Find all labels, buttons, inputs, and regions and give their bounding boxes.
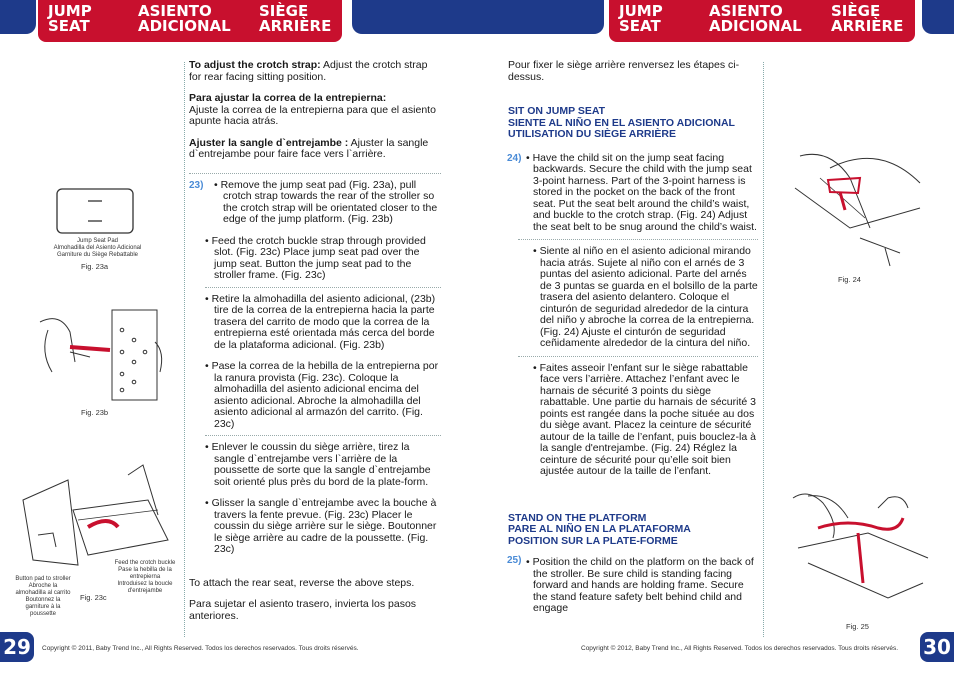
fig-25-illustration <box>788 488 928 618</box>
stand-title-es: PARE AL NIÑO EN LA PLATAFORMA <box>508 523 691 535</box>
fig-25-label: Fig. 25 <box>846 622 869 631</box>
step-23-fr-1: • Enlever le coussin du siège arrière, tirez la sangle d`entrejambe vers l`arrière de la poussette de sorte que la sangle d`entrejambe soit orienté plus près du bord de la plate-form. <box>205 441 431 488</box>
step-24-es: • Siente al niño en el asiento adicional mirando hacia atrás. Sujete al niño con el arnés de 3 puntas del asiento adicional. Parte del arnés de 3 puntas se guarda en el bolsillo de la parte trasera del asiento delantero. Coloque el cinturón de seguridad alrededor de la cintura del niño y abroche la correa de la entrepierna. (Fig. 24) Ajuste el cinturón de seguridad ceñidamente alrededor de la cintura del niño. <box>533 245 758 349</box>
step-23-es-2: • Pase la correa de la hebilla de la entrepierna por la ranura provista (Fig. 23c). Coloque la almohadilla del asiento adicional encima del asiento adicional. Abroche la almohadilla del asiento adicional al armazón del carrito. (Fig. 23c) <box>205 360 439 430</box>
step-24-en: 24) • Have the child sit on the jump seat facing backwards. Secure the child with the jump seat 3-point harness. Part of the 3-point harness is stored in the pocket on the back of the front seat. Put the seat belt around the child’s waist, and buckle to the crotch strap. (Fig. 24) Adjust the seat belt to be snug around the child’s waist. <box>507 151 757 233</box>
fig-24-label: Fig. 24 <box>838 275 861 284</box>
right-column-divider <box>763 62 764 637</box>
step-23-fr-2: • Glisser la sangle d`entrejambe avec la bouche à travers la fente prevue. (Fig. 23c) Placer le coussin du siège arrière sur le siège. Boutonner le siège arrière au cadre de la poussette. (Fig. 23c) <box>205 497 437 555</box>
button-caption: Button pad to stroller Abroche la almohadilla al carrito Boutonnez la garniture à la poussette <box>15 576 71 617</box>
step-number-24: 24) <box>507 152 522 164</box>
right-text-column <box>508 60 758 615</box>
pad-caption: Jump Seat Pad Almohadilla del Asiento Adicional Garniture du Siège Rebattable <box>53 238 142 258</box>
fig-23b-illustration <box>30 302 170 402</box>
sit-title-fr: UTILISATION DU SIÈGE ARRIÈRE <box>508 128 677 140</box>
reverse-fr: Pour fixer le siège arrière renversez les étapes ci-dessus. <box>508 59 740 83</box>
fig-23b-label: Fig. 23b <box>81 408 109 417</box>
page-number-right: 30 <box>920 632 954 662</box>
page-number-left: 29 <box>0 632 34 662</box>
header-tab-left <box>38 0 342 42</box>
sit-title-es: SIENTE AL NIÑO EN EL ASIENTO ADICIONAL <box>508 116 735 129</box>
header-siege-arriere-right: SIÈGE ARRIÈRE <box>831 2 904 35</box>
step-23-es-1: • Retire la almohadilla del asiento adicional, (23b) tire de la correa de la entrepierna hacia la parte trasera del carrito de modo que la correa de la entrepierna esté orientada más cerca del borde de la plataforma adicional. (Fig. 23b) <box>205 292 436 351</box>
sit-title-en: SIT ON JUMP SEAT <box>508 105 606 117</box>
fig-23c-label: Fig. 23c <box>80 593 107 602</box>
stand-title-en: STAND ON THE PLATFORM <box>508 511 647 524</box>
fig-24-illustration <box>790 148 925 268</box>
header-tab-right <box>609 0 915 42</box>
crotch-es: Para ajustar la correa de la entrepierna: Ajuste la correa de la entrepierna para que el asiento apunte hacia atrás. <box>189 92 436 127</box>
left-text-column <box>189 60 441 622</box>
header-blue-strip-left <box>0 0 36 34</box>
step-number-25: 25) <box>507 555 522 566</box>
header-jump-seat: JUMP SEAT <box>48 2 92 35</box>
attach-en: To attach the rear seat, reverse the above steps. <box>189 576 415 589</box>
step-23-en-1: 23) • Remove the jump seat pad (Fig. 23a), pull crotch strap towards the rear of the stroller so the crotch strap will be orientated closer to the edge of the jump platform. (Fig. 23b) <box>189 178 438 225</box>
header-jump-seat-right: JUMP SEAT <box>619 2 663 35</box>
header-siege-arriere: SIÈGE ARRIÈRE <box>259 2 332 35</box>
feed-caption: Feed the crotch buckle Pase la hebilla de la entrepierna Introduisez la boucle d'entrejambe <box>114 560 176 594</box>
step-number-23: 23) <box>189 179 204 191</box>
step-23-en-2: • Feed the crotch buckle strap through provided slot. (Fig. 23c) Place jump seat pad over the jump seat. Button the jump seat pad to the stroller frame. (Fig. 23c) <box>205 234 426 281</box>
header-asiento-adicional: ASIENTO ADICIONAL <box>138 2 231 35</box>
step-24-fr: • Faites asseoir l’enfant sur le siège rabattable face vers l’arrière. Attachez l’enfant avec le harnais de sécurité 3 points du siège rabattable. Une partie du harnais de sécurité 3 points est rangée dans la poche située au dos du siège avant. Placez la ceinture de sécurité autour de la taille de l’enfant, puis bouclez-la à la sangle d'entrejambe. (Fig. 24) Réglez la ceinture de sécurité pour qu’elle soit bien ajustée autour de la taille de l’enfant. <box>533 361 756 477</box>
crotch-fr: Ajuster la sangle d`entrejambe : Ajuster la sangle d`entrejambe pour faire face vers l`arrière. <box>189 136 429 160</box>
copyright-right: Copyright © 2012, Baby Trend Inc., All Rights Reserved. Todos los derechos reservados. Tous droits réservés. <box>581 645 899 652</box>
stand-title-fr: POSITION SUR LA PLATE-FORME <box>508 534 678 547</box>
copyright-left: Copyright © 2011, Baby Trend Inc., All Rights Reserved. Todos los derechos reservados. Tous droits réservés. <box>42 645 359 652</box>
fig-23a-label: Fig. 23a <box>81 262 109 271</box>
header-blue-strip-right <box>922 0 954 34</box>
header-asiento-adicional-right: ASIENTO ADICIONAL <box>709 2 802 35</box>
fig-23c-illustration <box>18 455 178 575</box>
attach-es: Para sujetar el asiento trasero, invierta los pasos anteriores. <box>189 598 417 622</box>
header-blue-bar-left <box>352 0 604 34</box>
crotch-en: To adjust the crotch strap: Adjust the crotch strap for rear facing sitting position. <box>189 59 428 83</box>
left-column-divider <box>184 62 185 637</box>
jump-seat-pad-illustration <box>55 187 135 235</box>
step-25-en: 25) • Position the child on the platform on the back of the stroller. Be sure child is standing facing forward and hands are holding frame. Secure the stand feature safety belt behind child and engage <box>507 555 754 614</box>
